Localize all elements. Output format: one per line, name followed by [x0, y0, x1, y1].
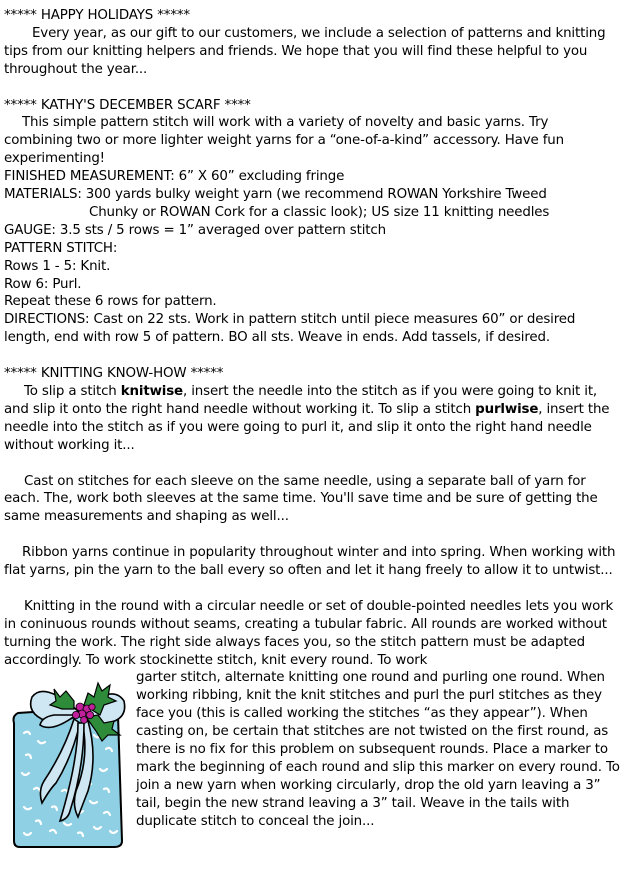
holidays-body: Every year, as our gift to our customers, we include a selection of patterns and knitting tips from our knitting helpers and friends. We hope that you will find these helpful to you throughout the year... [4, 25, 606, 77]
tip-circular-knitting-wrapped: garter stitch, alternate knitting one round and purling one round. When working ribbing, knit the knit stitches and purl the purl stitches as they face you (this is called working the stitches “as they appear”). When casting on, be certain that stitches are not twisted on the first round, as there is no fix for this problem on subsequent rounds. Place a marker to mark the beginning of each round and slip this marker on every round. To join a new yarn when working circularly, drop the old yarn leaving a 3” tail, begin the new strand leaving a 3” tail. Weave in the tails with duplicate stitch to conceal the join... [136, 670, 620, 829]
knitwise-term: knitwise [120, 384, 183, 399]
tip-circular-knitting: Knitting in the round with a circular needle or set of double-pointed needles lets you work in coninuous rounds without seams, creating a tubular fabric. All rounds are worked without turning the work. The right side always faces you, so the stitch pattern must be adapted accordingly. To work stockinette stitch, knit every round. To work [4, 598, 614, 668]
gift-jar-with-bow-and-holly-icon [4, 671, 132, 849]
circular-knitting-continued [4, 669, 620, 830]
purlwise-term: purlwise [475, 401, 539, 417]
scarf-finished-measurement: FINISHED MEASUREMENT: 6” X 60” excluding fringe [4, 169, 345, 185]
scarf-repeat: Repeat these 6 rows for pattern. [4, 294, 217, 310]
knowhow-heading: ***** KNITTING KNOW-HOW ***** [4, 366, 224, 382]
tip-slip-stitch: To slip a stitch knitwise, insert the needle into the stitch as if you were going to knit it, and slip it onto the right hand needle without working it. To slip a stitch purlwise, insert the needle into the stitch as if you were going to purl it, and slip it onto the right hand needle without working it... [4, 384, 610, 453]
tip-sleeves: Cast on stitches for each sleeve on the same needle, using a separate ball of yarn for each. The, work both sleeves at the same time. You'll save time and be sure of getting the same measurements and shaping as well... [4, 473, 598, 525]
scarf-materials-line-1: MATERIALS: 300 yards bulky weight yarn (we recommend ROWAN Yorkshire Tweed [4, 187, 547, 203]
scarf-intro: This simple pattern stitch will work with a variety of novelty and basic yarns. Try combining two or more lighter weight yarns for a “one-of-a-kind” accessory. Have fun experimenting! [4, 115, 564, 167]
scarf-heading: ***** KATHY'S DECEMBER SCARF **** [4, 97, 251, 113]
scarf-materials-line-2: Chunky or ROWAN Cork for a classic look); US size 11 knitting needles [89, 204, 550, 220]
scarf-directions: DIRECTIONS: Cast on 22 sts. Work in pattern stitch until piece measures 60” or desired length, end with row 5 of pattern. BO all sts. Weave in ends. Add tassels, if desired. [4, 312, 576, 346]
scarf-rows-1-5: Rows 1 - 5: Knit. [4, 258, 111, 274]
scarf-pattern-label: PATTERN STITCH: [4, 240, 118, 256]
tip-ribbon-yarns: Ribbon yarns continue in popularity throughout winter and into spring. When working with flat yarns, pin the yarn to the ball every so often and let it hang freely to allow it to untwist... [4, 545, 616, 579]
holidays-heading: ***** HAPPY HOLIDAYS ***** [4, 8, 190, 23]
scarf-gauge: GAUGE: 3.5 sts / 5 rows = 1” averaged over pattern stitch [4, 222, 386, 238]
scarf-row-6: Row 6: Purl. [4, 276, 82, 292]
document [4, 7, 620, 849]
